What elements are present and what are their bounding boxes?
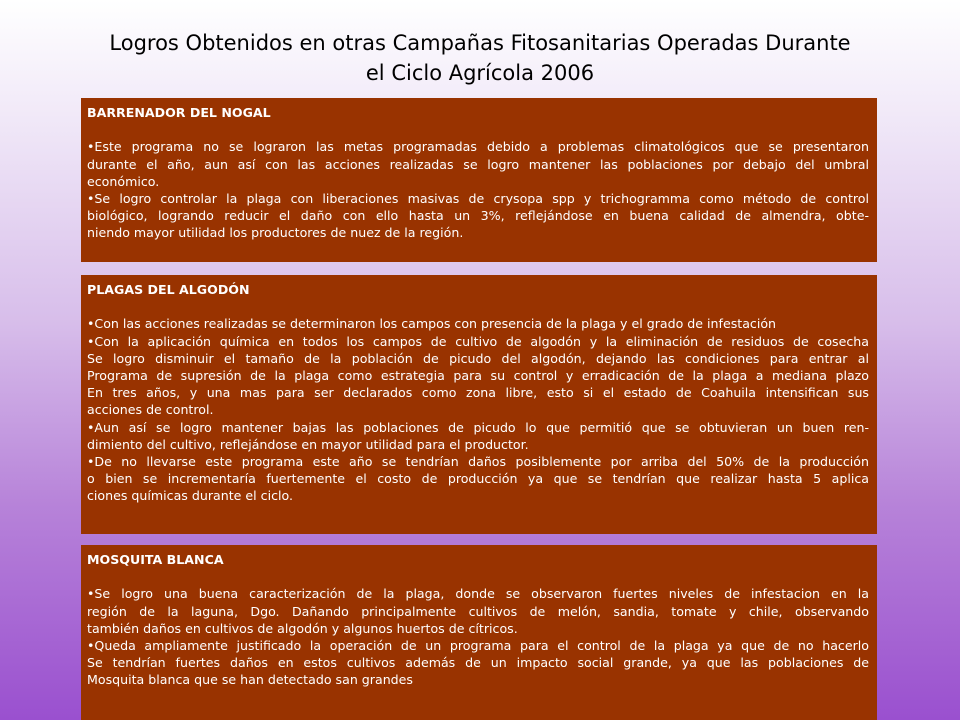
section-text-line: ciones químicas durante el ciclo. [87, 488, 293, 504]
section-text-line: dimiento del cultivo, reflejándose en mayor utilidad para el productor. [87, 436, 529, 452]
section-text-line: también daños en cultivos de algodón y algunos huertos de cítricos. [87, 620, 518, 636]
section-plagas-del-algodon [81, 275, 877, 534]
section-text-line: acciones de control. [87, 402, 214, 418]
slide-title-line-2: el Ciclo Agrícola 2006 [365, 61, 595, 85]
section-barrenador-del-nogal [81, 98, 877, 262]
section-text-line: •Se logro controlar la plaga con liberaciones masivas de crysopa spp y trichogramma como método de control [87, 191, 869, 206]
section-text-line: •Aun así se logro mantener bajas las poblaciones de picudo lo que permitió que se obtuvieran un buen ren- [87, 419, 869, 435]
section-heading: BARRENADOR DEL NOGAL [87, 105, 271, 120]
section-text-line: •De no llevarse este programa este año se tendrían daños posiblemente por arriba del 50% de la producción [87, 454, 869, 470]
section-text-line: Programa de supresión de la plaga como estrategia para su control y erradicación de la plaga a mediana plazo [87, 368, 869, 383]
section-heading: PLAGAS DEL ALGODÓN [87, 282, 250, 297]
section-text-line: durante el año, aun así con las acciones realizadas se logro mantener las poblaciones por debajo del umbral [87, 156, 869, 172]
section-heading: MOSQUITA BLANCA [87, 552, 224, 567]
section-text-line: económico. [87, 173, 160, 189]
section-text-line: •Con las acciones realizadas se determinaron los campos con presencia de la plaga y el grado de infestación [87, 316, 777, 332]
section-text-line: •Con la aplicación química en todos los campos de cultivo de algodón y la eliminación de residuos de cosecha [87, 333, 869, 349]
section-text-line: Se logro disminuir el tamaño de la población de picudo del algodón, dejando las condiciones para entrar al [87, 350, 869, 366]
section-text-line: región de la laguna, Dgo. Dañando principalmente cultivos de melón, sandia, tomate y chile, observando [87, 603, 869, 619]
section-text-line: niendo mayor utilidad los productores de nuez de la región. [87, 225, 464, 241]
section-text-line: Se tendrían fuertes daños en estos cultivos además de un impacto social grande, ya que las poblaciones de [87, 655, 869, 671]
section-text-line: o bien se incrementaría fuertemente el costo de producción ya que se tendrían que realizar hasta 5 aplica [87, 471, 869, 487]
section-text-line: •Se logro una buena caracterización de la plaga, donde se observaron fuertes niveles de infestacion en la [87, 586, 869, 602]
section-mosquita-blanca [81, 545, 877, 720]
section-text-line: •Este programa no se lograron las metas programadas debido a problemas climatológicos que se presentaron [87, 139, 869, 155]
section-text-line: •Queda ampliamente justificado la operación de un programa para el control de la plaga ya que de no hacerlo [87, 638, 869, 653]
slide-title [40, 28, 920, 88]
section-text-line: biológico, logrando reducir el daño con ello hasta un 3%, reflejándose en buena calidad de almendra, obte- [87, 208, 869, 224]
slide-title-line-1: Logros Obtenidos en otras Campañas Fitosanitarias Operadas Durante [109, 31, 851, 55]
section-text-line: Mosquita blanca que se han detectado san grandes [87, 672, 413, 688]
section-text-line: En tres años, y una mas para ser declarados como zona libre, esto si el estado de Coahuila intensifican sus [87, 385, 869, 401]
